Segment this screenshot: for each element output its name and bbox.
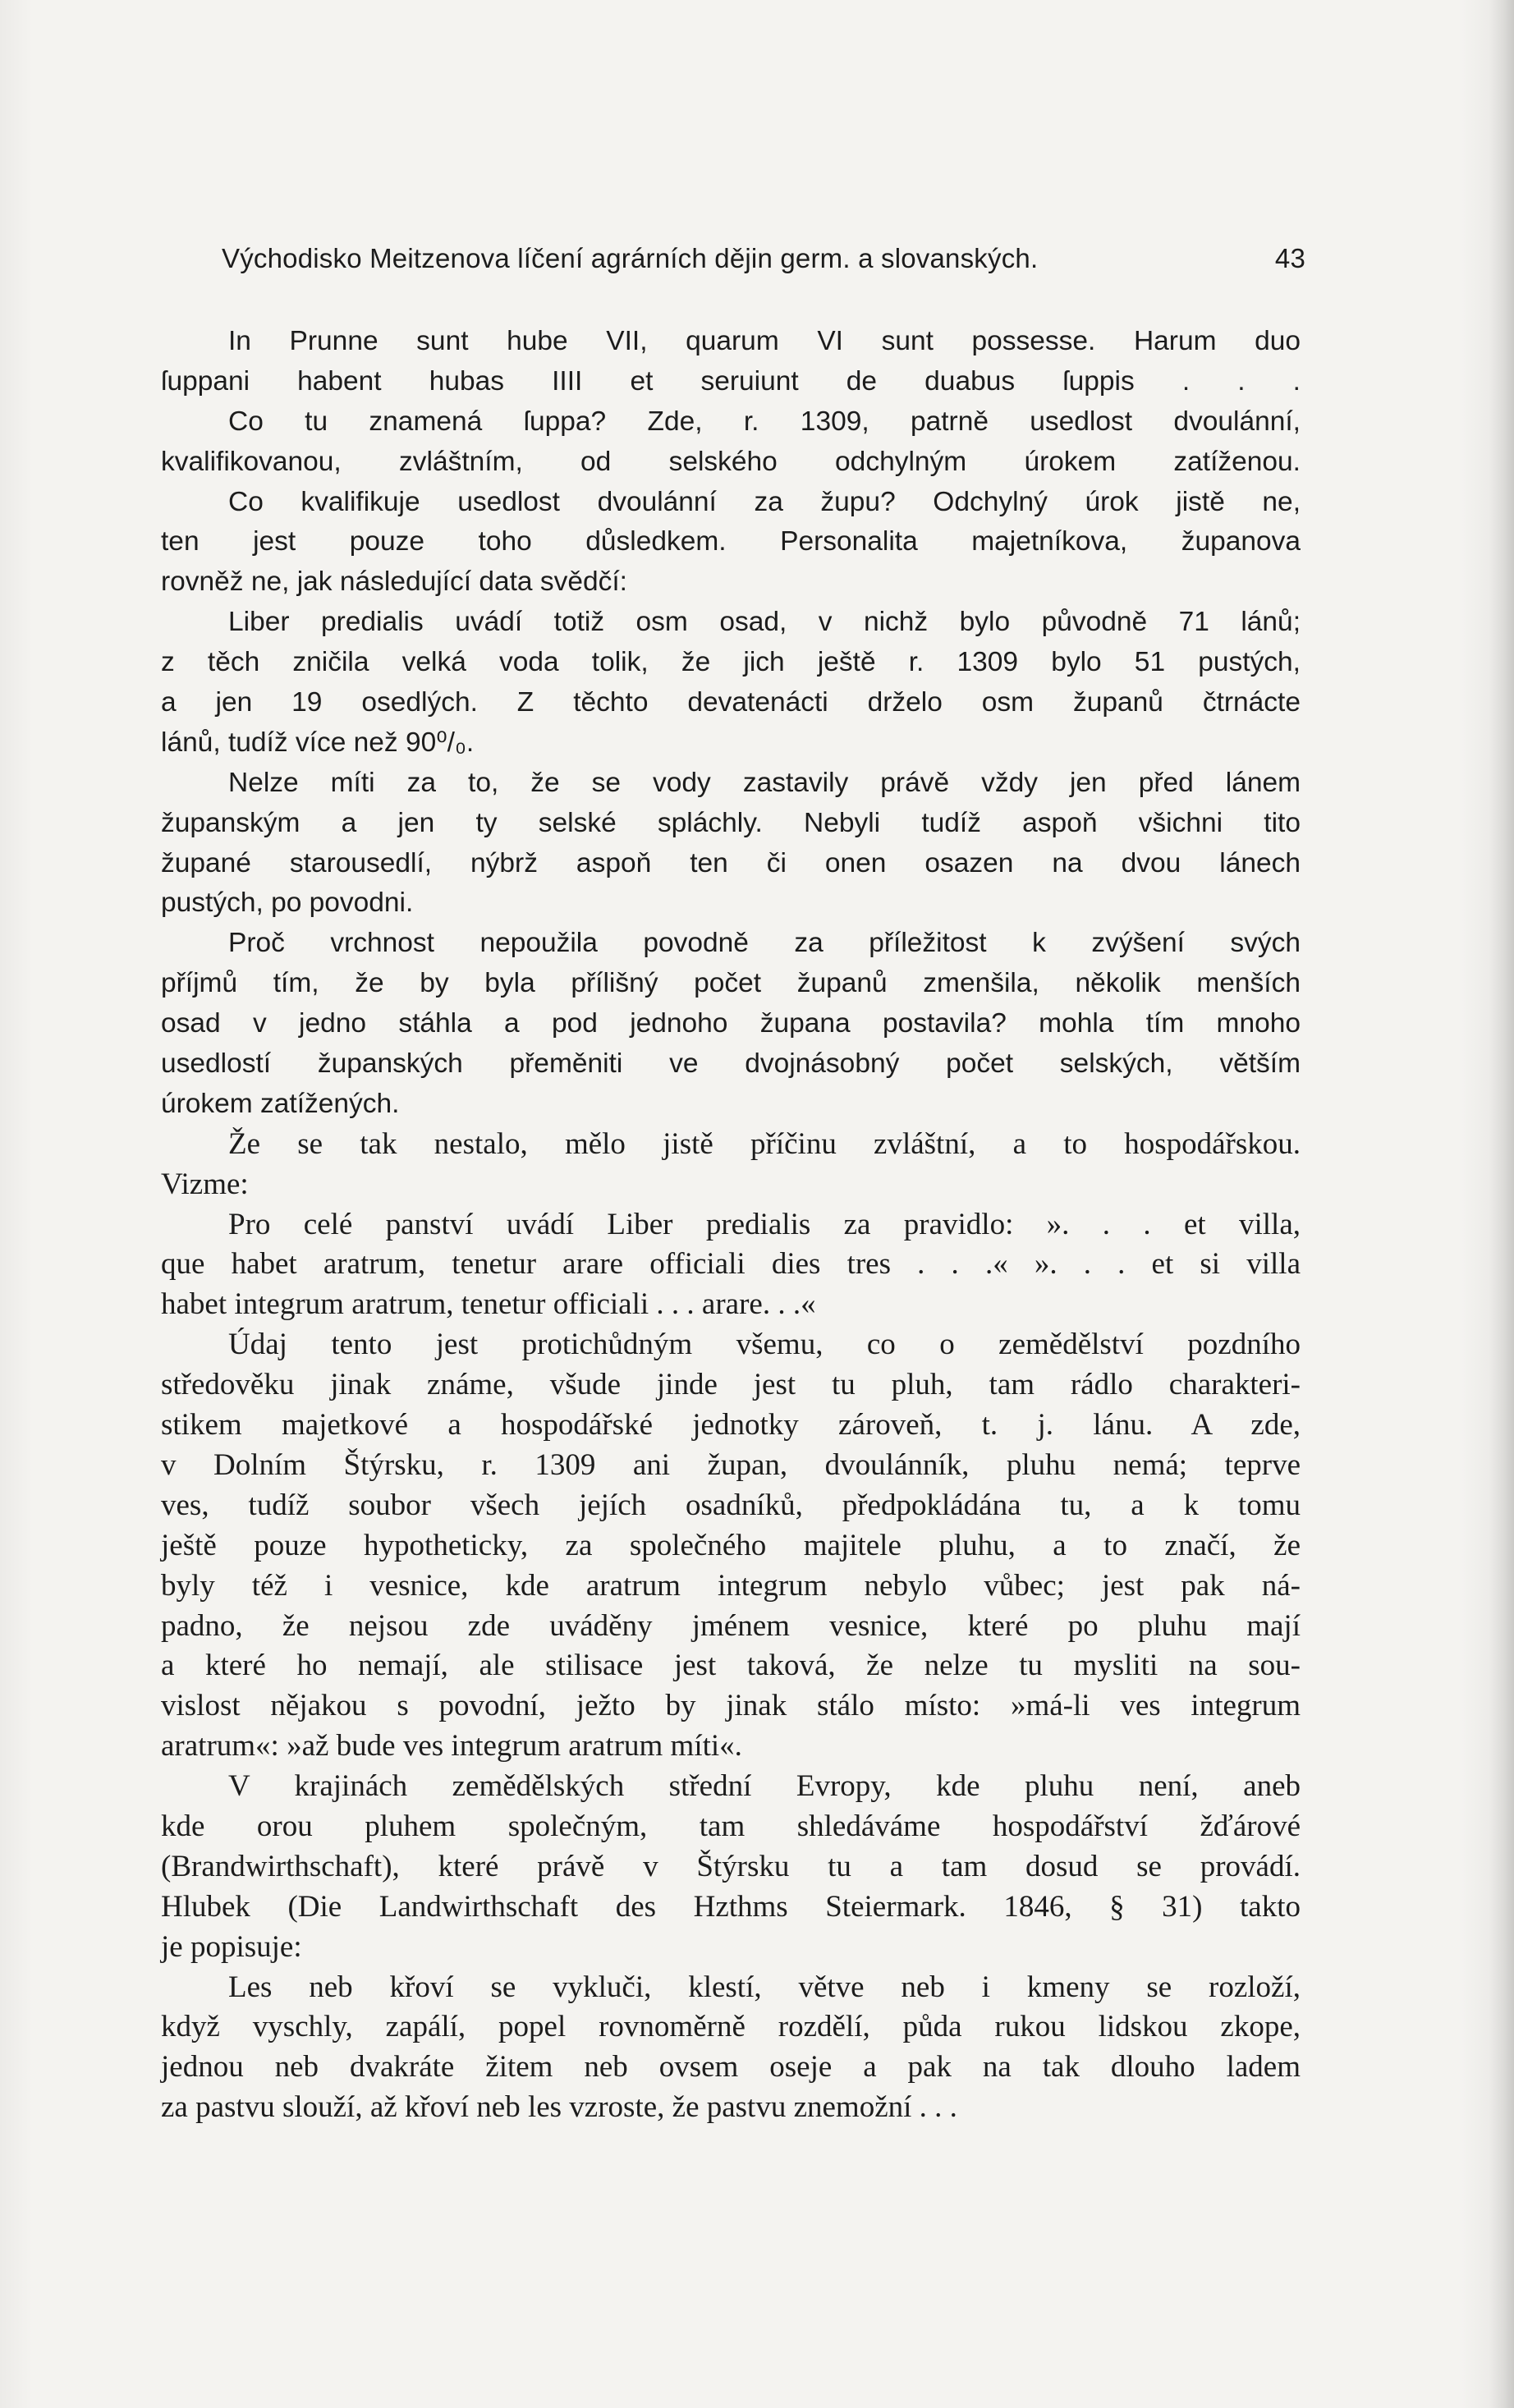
text-line: lánů, tudíž více než 90⁰/₀.: [161, 727, 475, 758]
running-head: Východisko Meitzenova líčení agrárních dějin germ. a slovanských.: [222, 243, 1039, 273]
text-line: vislost nějakou s povodní, ježto by jinak stálo místo: »má-li ves integrum: [161, 1689, 1301, 1723]
text-line: Les neb křoví se vykluči, klestí, větve neb i kmeny se rozloží,: [228, 1970, 1301, 2004]
text-line: a jen 19 osedlých. Z těchto devatenácti drželo osm županů čtrnácte: [161, 687, 1301, 718]
text-line: V krajinách zemědělských střední Evropy, kde pluhu není, aneb: [228, 1769, 1301, 1804]
text-line: osad v jedno stáhla a pod jednoho župana postavila? mohla tím mnoho: [161, 1008, 1301, 1039]
text-line: když vyschly, zapálí, popel rovnoměrně rozdělí, půda rukou lidskou zkope,: [161, 2010, 1301, 2044]
text-line: příjmů tím, že by byla přílišný počet županů zmenšila, několik menších: [161, 968, 1301, 999]
page-header: [222, 243, 1305, 284]
text-line: habet integrum aratrum, tenetur officiali . . . arare. . .«: [161, 1287, 816, 1322]
text-line: kvalifikovanou, zvláštním, od selského odchylným úrokem zatíženou.: [161, 446, 1301, 477]
text-line: kde orou pluhem společným, tam shledáváme hospodářství žďárové: [161, 1809, 1301, 1843]
text-line: Že se tak nestalo, mělo jistě příčinu zvláštní, a to hospodářskou.: [228, 1126, 1301, 1161]
text-line: usedlostí županských přeměniti ve dvojnásobný počet selských, větším: [161, 1048, 1301, 1080]
page-number: 43: [1274, 243, 1305, 273]
text-line: aratrum«: »až bude ves integrum aratrum míti«.: [161, 1729, 742, 1764]
text-line: jednou neb dvakráte žitem neb ovsem oseje a pak na tak dlouho ladem: [161, 2050, 1301, 2085]
text-line: Hlubek (Die Landwirthschaft des Hzthms Steiermark. 1846, § 31) takto: [161, 1889, 1301, 1924]
text-line: que habet aratrum, tenetur arare officiali dies tres . . .« ». . . et si villa: [161, 1247, 1301, 1282]
text-line: županským a jen ty selské spláchly. Nebyli tudíž aspoň všichni tito: [161, 807, 1301, 838]
body-text: [161, 322, 1301, 2128]
text-line: Pro celé panství uvádí Liber predialis za pravidlo: ». . . et villa,: [228, 1207, 1301, 1241]
text-line: úrokem zatížených.: [161, 1088, 400, 1119]
text-line: je popisuje:: [161, 1929, 302, 1964]
text-line: župané starousedlí, nýbrž aspoň ten či onen osazen na dvou lánech: [161, 847, 1301, 878]
text-line: rovněž ne, jak následující data svědčí:: [161, 566, 627, 598]
text-line: v Dolním Štýrsku, r. 1309 ani župan, dvoulánník, pluhu nemá; teprve: [161, 1447, 1301, 1482]
text-line: Nelze míti za to, že se vody zastavily právě vždy jen před lánem: [228, 767, 1301, 798]
text-line: ves, tudíž soubor všech jejích osadníků, předpokládána tu, a k tomu: [161, 1488, 1301, 1522]
text-line: stikem majetkové a hospodářské jednotky zároveň, t. j. lánu. A zde,: [161, 1408, 1301, 1443]
text-line: Co kvalifikuje usedlost dvoulánní za župu? Odchylný úrok jistě ne,: [228, 486, 1301, 517]
text-line: ještě pouze hypotheticky, za společného majitele pluhu, a to značí, že: [161, 1528, 1301, 1562]
text-line: středověku jinak známe, všude jinde jest tu pluh, tam rádlo charakteri-: [161, 1368, 1301, 1402]
page-edge-shadow: [1489, 0, 1514, 2408]
text-line: In Prunne sunt hube VII, quarum VI sunt possesse. Harum duo: [228, 326, 1301, 356]
text-line: ten jest pouze toho důsledkem. Personalita majetníkova, županova: [161, 526, 1301, 557]
text-line: padno, že nejsou zde uváděny jménem vesnice, které po pluhu mají: [161, 1608, 1301, 1643]
text-line: (Brandwirthschaft), které právě v Štýrsku tu a tam dosud se provádí.: [161, 1849, 1301, 1883]
text-line: Vizme:: [161, 1167, 249, 1201]
text-line: z těch zničila velká voda tolik, že jich ještě r. 1309 bylo 51 pustých,: [161, 647, 1301, 678]
text-line: Proč vrchnost nepoužila povodně za příležitost k zvýšení svých: [228, 928, 1301, 959]
text-line: Co tu znamená ſuppa? Zde, r. 1309, patrně usedlost dvoulánní,: [228, 406, 1301, 437]
text-line: Údaj tento jest protichůdným všemu, co o zemědělství pozdního: [228, 1328, 1301, 1362]
text-line: pustých, po povodni.: [161, 888, 414, 919]
text-line: ſuppani habent hubas IIII et seruiunt de duabus ſuppis . . .: [161, 365, 1301, 397]
text-line: a které ho nemají, ale stilisace jest taková, že nelze tu mysliti na sou-: [161, 1649, 1301, 1683]
text-line: za pastvu slouží, až křoví neb les vzroste, že pastvu znemožní . . .: [161, 2090, 957, 2125]
text-line: Liber predialis uvádí totiž osm osad, v nichž bylo původně 71 lánů;: [228, 607, 1301, 638]
text-line: byly též i vesnice, kde aratrum integrum nebylo vůbec; jest pak ná-: [161, 1568, 1301, 1603]
